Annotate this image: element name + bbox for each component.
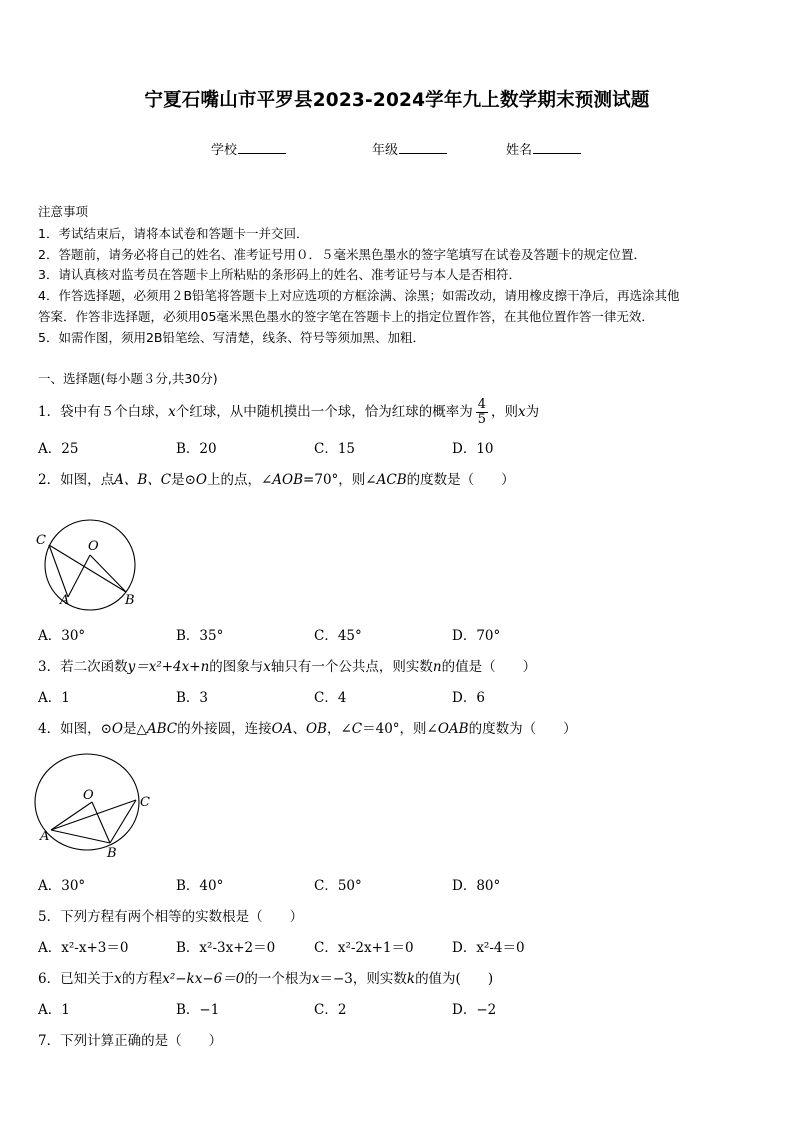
- notice-item: 2．答题前，请务必将自己的姓名、准考证号用０．５毫米黑色墨水的签字笔填写在试卷及答题卡的规定位置．: [38, 247, 646, 262]
- q4-text: 4．如图，⊙: [38, 721, 112, 737]
- q5-option-c[interactable]: C．x²-2x+1＝0: [314, 940, 414, 956]
- fraction-numerator: 4: [477, 397, 486, 412]
- q2-option-a[interactable]: A．30°: [38, 628, 86, 644]
- q2-text: 是⊙: [171, 472, 196, 488]
- q3-text: 轴只有一个公共点，则实数: [270, 659, 433, 675]
- q2-circle-name: O: [195, 472, 207, 488]
- q6-var: x: [114, 971, 122, 987]
- q1-option-c[interactable]: C．15: [314, 441, 356, 457]
- q4-angle: C: [351, 721, 363, 737]
- q3-option-d[interactable]: D．6: [452, 690, 485, 706]
- point-label-c: C: [36, 533, 46, 548]
- question-2: [38, 468, 515, 488]
- q6-text: 的方程: [121, 971, 163, 987]
- q5-option-a[interactable]: A．x²-x+3＝0: [38, 940, 129, 956]
- school-field: [211, 139, 286, 158]
- q4-text: ，∠: [326, 721, 352, 737]
- q3-option-b[interactable]: B．3: [176, 690, 209, 706]
- q1-var: x: [168, 404, 176, 420]
- q1-text: 为: [525, 404, 540, 420]
- q4-circle-figure: [30, 748, 160, 863]
- section-title: 一、选择题(每小题３分,共30分): [38, 371, 218, 386]
- question-3: [38, 655, 536, 675]
- q4-angle: OAB: [437, 721, 469, 737]
- q3-var: n: [432, 659, 442, 675]
- q5-option-d[interactable]: D．x²-4＝0: [452, 940, 525, 956]
- question-6: [38, 967, 493, 987]
- q2-angle: AOB: [272, 472, 304, 488]
- q4-segment: OB: [305, 721, 327, 737]
- name-blank[interactable]: [533, 141, 581, 154]
- q2-option-c[interactable]: C．45°: [314, 628, 362, 644]
- notice-item: 1．考试结束后，请将本试卷和答题卡一并交回．: [38, 226, 309, 241]
- school-label: 学校: [211, 143, 238, 158]
- segment-oa: [51, 802, 92, 830]
- notice-item: 4．作答选择题，必须用２B铅笔将答题卡上对应选项的方框涂满、涂黑；如需改动，请用橡皮擦干净后，再选涂其他: [38, 288, 680, 303]
- fraction-denominator: 5: [477, 412, 486, 427]
- q2-points: A、B、C: [114, 472, 172, 488]
- q1-option-a[interactable]: A．25: [38, 441, 79, 457]
- notice-heading: 注意事项: [38, 204, 89, 219]
- notice-item: 3．请认真核对监考员在答题卡上所粘贴的条形码上的姓名、准考证号与本人是否相符．: [38, 267, 521, 282]
- notice-item: 答案．作答非选择题，必须用05毫米黑色墨水的签字笔在答题卡上的指定位置作答，在其他位置作答一律无效．: [38, 309, 654, 324]
- q1-text: ，则: [491, 404, 518, 420]
- q6-option-c[interactable]: C．2: [314, 1002, 347, 1018]
- exam-title: 宁夏石嘴山市平罗县2023-2024学年九上数学期末预测试题: [144, 90, 650, 111]
- q5-option-b[interactable]: B．x²-3x+2＝0: [176, 940, 276, 956]
- q3-text: 的图象与: [209, 659, 264, 675]
- q1-option-d[interactable]: D．10: [452, 441, 494, 457]
- q4-option-a[interactable]: A．30°: [38, 878, 86, 894]
- q4-segment: OA: [271, 721, 293, 737]
- point-label-o: O: [83, 788, 94, 803]
- segment-ob: [92, 802, 110, 843]
- q3-text: 3．若二次函数: [38, 659, 128, 675]
- q3-option-a[interactable]: A．1: [38, 690, 70, 706]
- q2-text: 的度数是（ ）: [406, 472, 515, 488]
- circle: [45, 520, 135, 610]
- grade-blank[interactable]: [399, 141, 447, 154]
- question-7: 7．下列计算正确的是（ ）: [38, 1033, 223, 1049]
- grade-field: [372, 139, 447, 158]
- q4-text: 是△: [122, 721, 147, 737]
- q6-option-a[interactable]: A．1: [38, 1002, 70, 1018]
- question-4: [38, 717, 577, 737]
- q1-text: 1．袋中有５个白球，: [38, 404, 169, 420]
- q1-var: x: [518, 404, 526, 420]
- q2-option-d[interactable]: D．70°: [452, 628, 501, 644]
- q2-text: =70°，则∠: [303, 472, 377, 488]
- question-1: [38, 398, 539, 427]
- q4-text: 的外接圆，连接: [177, 721, 272, 737]
- q4-text: 、: [292, 721, 306, 737]
- q2-text: 上的点，∠: [206, 472, 273, 488]
- segment-ab: [51, 830, 110, 843]
- name-field: [506, 139, 581, 158]
- q4-circle-name: O: [111, 721, 123, 737]
- point-label-a: A: [60, 593, 70, 608]
- q6-var: x: [311, 971, 320, 987]
- q1-option-b[interactable]: B．20: [176, 441, 217, 457]
- point-label-a: A: [40, 829, 50, 844]
- q2-text: 2．如图，点: [38, 472, 115, 488]
- q4-option-d[interactable]: D．80°: [452, 878, 501, 894]
- q6-text: 6．已知关于: [38, 971, 115, 987]
- school-blank[interactable]: [238, 141, 286, 154]
- point-label-b: B: [107, 846, 117, 861]
- point-label-o: O: [88, 539, 99, 554]
- q6-text: ＝−3，则实数: [319, 971, 407, 987]
- q6-text: 的值为( ): [415, 971, 494, 987]
- q6-option-d[interactable]: D．−2: [452, 1002, 497, 1018]
- q4-text: 的度数为（ ）: [468, 721, 577, 737]
- q2-option-b[interactable]: B．35°: [176, 628, 224, 644]
- grade-label: 年级: [372, 143, 399, 158]
- point-label-c: C: [140, 795, 150, 810]
- q6-var: k: [406, 971, 416, 987]
- q1-text: 个红球，从中随机摸出一个球，恰为红球的概率为: [175, 404, 473, 420]
- name-label: 姓名: [506, 143, 533, 158]
- point-label-b: B: [125, 593, 135, 608]
- question-5: 5．下列方程有两个相等的实数根是（ ）: [38, 909, 304, 925]
- segment-oa: [68, 555, 90, 597]
- q3-text: 的值是（ ）: [441, 659, 537, 675]
- q3-function: y＝x²+4x+n: [127, 659, 210, 675]
- q2-circle-figure: [30, 520, 150, 615]
- q6-equation: x²−kx−6＝0: [162, 971, 245, 987]
- q4-option-c[interactable]: C．50°: [314, 878, 362, 894]
- q6-option-b[interactable]: B．−1: [176, 1002, 220, 1018]
- q1-fraction: [476, 398, 488, 427]
- q3-option-c[interactable]: C．4: [314, 690, 347, 706]
- q4-triangle: ABC: [146, 721, 178, 737]
- notice-item: 5．如需作图，须用2B铅笔绘、写清楚，线条、符号等须加黑、加粗．: [38, 330, 425, 345]
- q3-var: x: [263, 659, 271, 675]
- q4-option-b[interactable]: B．40°: [176, 878, 224, 894]
- q2-angle: ACB: [376, 472, 407, 488]
- q4-text: ＝40°，则∠: [362, 721, 438, 737]
- q6-text: 的一个根为: [244, 971, 312, 987]
